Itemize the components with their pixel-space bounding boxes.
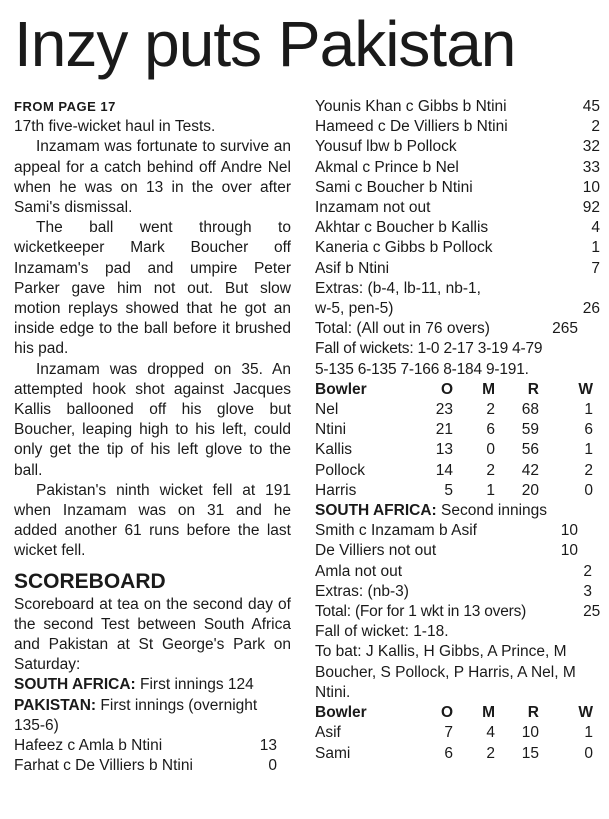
fall-of-wicket: Fall of wicket: 1-18. bbox=[315, 623, 449, 641]
bowler: Kallis bbox=[315, 441, 353, 459]
runs: 32 bbox=[582, 138, 600, 156]
team-label: SOUTH AFRICA: bbox=[14, 676, 136, 694]
wickets: 0 bbox=[584, 744, 593, 762]
bowler: Ntini bbox=[315, 421, 347, 439]
extras-value: 3 bbox=[583, 582, 592, 600]
runs-conceded: 20 bbox=[521, 481, 539, 499]
batting-row bbox=[315, 198, 600, 218]
batter: Kaneria c Gibbs b Pollock bbox=[315, 239, 493, 257]
extras-row bbox=[315, 582, 600, 602]
wickets: 6 bbox=[584, 421, 593, 439]
batter: Smith c Inzamam b Asif bbox=[315, 522, 477, 540]
runs-conceded: 15 bbox=[521, 744, 539, 762]
runs: 10 bbox=[560, 542, 578, 560]
fall-of-wickets: 5-135 6-135 7-166 8-184 9-191. bbox=[315, 360, 529, 378]
header-bowler: Bowler bbox=[315, 704, 367, 722]
right-column bbox=[315, 97, 600, 764]
batting-row bbox=[14, 736, 291, 756]
runs: 13 bbox=[259, 737, 277, 755]
batter: Akmal c Prince b Nel bbox=[315, 158, 459, 176]
batting-row bbox=[14, 756, 291, 776]
batter: De Villiers not out bbox=[315, 542, 437, 560]
overs: 14 bbox=[435, 461, 453, 479]
scoreboard-heading: SCOREBOARD bbox=[14, 569, 166, 593]
bowling-header bbox=[315, 380, 600, 400]
header-runs: R bbox=[527, 704, 539, 722]
maidens: 6 bbox=[486, 421, 495, 439]
batter: Hafeez c Amla b Ntini bbox=[14, 737, 163, 755]
wickets: 1 bbox=[584, 724, 593, 742]
maidens: 0 bbox=[486, 441, 495, 459]
headline: Inzy puts Pakistan bbox=[14, 8, 516, 80]
fall-of-wickets: Fall of wickets: 1-0 2-17 3-19 4-79 bbox=[315, 340, 543, 358]
runs-conceded: 68 bbox=[521, 401, 539, 419]
total-label: Total: (For for 1 wkt in 13 overs) bbox=[315, 603, 527, 621]
bowler: Pollock bbox=[315, 461, 365, 479]
header-runs: R bbox=[527, 380, 539, 398]
total-row bbox=[315, 602, 600, 622]
sa-first-innings bbox=[14, 675, 291, 695]
wickets: 1 bbox=[584, 441, 593, 459]
runs: 92 bbox=[582, 199, 600, 217]
maidens: 2 bbox=[486, 744, 495, 762]
article-paragraph: Pakistan's ninth wicket fell at 191 when Inzamam was on 31 and he added another 61 runs before the last wicket fell. bbox=[14, 481, 291, 560]
maidens: 4 bbox=[486, 724, 495, 742]
batter: Akhtar c Boucher b Kallis bbox=[315, 219, 489, 237]
wickets: 0 bbox=[584, 481, 593, 499]
bowler: Asif bbox=[315, 724, 341, 742]
runs-conceded: 42 bbox=[521, 461, 539, 479]
runs-conceded: 56 bbox=[521, 441, 539, 459]
extras-detail: w-5, pen-5) bbox=[315, 300, 394, 318]
batting-row bbox=[315, 218, 600, 238]
runs: 10 bbox=[582, 178, 600, 196]
overs: 7 bbox=[444, 724, 453, 742]
runs: 2 bbox=[583, 562, 592, 580]
runs: 33 bbox=[582, 158, 600, 176]
sa-second-innings bbox=[315, 501, 600, 521]
batter: Asif b Ntini bbox=[315, 259, 390, 277]
total-label: Total: (All out in 76 overs) bbox=[315, 320, 490, 338]
bowling-row bbox=[315, 440, 600, 460]
article-paragraph: 17th five-wicket haul in Tests. bbox=[14, 118, 216, 136]
header-wickets: W bbox=[578, 704, 593, 722]
bowling-row bbox=[315, 461, 600, 481]
batter: Sami c Boucher b Ntini bbox=[315, 178, 473, 196]
team-label: SOUTH AFRICA: bbox=[315, 502, 437, 520]
bowling-row bbox=[315, 481, 600, 501]
batting-row bbox=[315, 97, 600, 117]
scoreboard-intro: Scoreboard at tea on the second day of the second Test between South Africa and Pakistan at St George's Park on Saturday: bbox=[14, 595, 291, 674]
overs: 23 bbox=[435, 401, 453, 419]
bowling-row bbox=[315, 744, 600, 764]
team-label: PAKISTAN: bbox=[14, 696, 97, 714]
batter: Amla not out bbox=[315, 562, 403, 580]
overs: 13 bbox=[435, 441, 453, 459]
article-paragraph: Inzamam was fortunate to survive an appeal for a catch behind off Andre Nel when he was on 13 in the over after Sami's dismissal. bbox=[14, 138, 291, 217]
batter: Younis Khan c Gibbs b Ntini bbox=[315, 98, 507, 115]
wickets: 1 bbox=[584, 401, 593, 419]
runs-conceded: 59 bbox=[521, 421, 539, 439]
total-value: 25 bbox=[583, 603, 600, 621]
batter: Hameed c De Villiers b Ntini bbox=[315, 118, 508, 136]
bowler: Nel bbox=[315, 401, 339, 419]
extras-value: 26 bbox=[582, 300, 600, 318]
batting-row bbox=[315, 541, 600, 561]
runs: 10 bbox=[560, 522, 578, 540]
batting-row bbox=[315, 137, 600, 157]
overs: 6 bbox=[444, 744, 453, 762]
runs: 1 bbox=[591, 239, 600, 257]
maidens: 1 bbox=[486, 481, 495, 499]
total-value: 265 bbox=[552, 320, 578, 338]
bowling-row bbox=[315, 400, 600, 420]
innings-text: Second innings bbox=[441, 502, 548, 520]
runs: 45 bbox=[582, 98, 600, 115]
innings-text: First innings (overnight 135-6) bbox=[14, 696, 258, 734]
bowler: Harris bbox=[315, 481, 357, 499]
bowling-row bbox=[315, 420, 600, 440]
batting-row bbox=[315, 178, 600, 198]
total-row bbox=[315, 319, 600, 339]
maidens: 2 bbox=[486, 401, 495, 419]
header-overs: O bbox=[440, 380, 453, 398]
runs-conceded: 10 bbox=[521, 724, 539, 742]
bowler: Sami bbox=[315, 744, 351, 762]
batting-row bbox=[315, 158, 600, 178]
overs: 5 bbox=[444, 481, 453, 499]
header-bowler: Bowler bbox=[315, 380, 367, 398]
article-paragraph: The ball went through to wicketkeeper Mark Boucher off Inzamam's pad and umpire Peter Parker gave him not out. But slow motion replays showed that he got an inside edge to the ball before it brushed his pad. bbox=[14, 219, 291, 358]
maidens: 2 bbox=[486, 461, 495, 479]
batter: Farhat c De Villiers b Ntini bbox=[14, 757, 193, 775]
article-paragraph: Inzamam was dropped on 35. An attempted hook shot against Jacques Kallis ballooned off his glove but Boucher, leaping high to his left, could only get the tip of his left glove to the ball. bbox=[14, 360, 291, 479]
header-maidens: M bbox=[482, 704, 495, 722]
pak-first-innings bbox=[14, 696, 291, 736]
bowling-row bbox=[315, 723, 600, 743]
extras-row bbox=[315, 299, 600, 319]
runs: 2 bbox=[591, 118, 600, 136]
extras-line: Extras: (b-4, lb-11, nb-1, bbox=[315, 279, 481, 297]
innings-text: First innings 124 bbox=[140, 676, 254, 694]
runs: 4 bbox=[591, 219, 600, 237]
header-wickets: W bbox=[578, 380, 593, 398]
header-overs: O bbox=[440, 704, 453, 722]
header-maidens: M bbox=[482, 380, 495, 398]
overs: 21 bbox=[435, 421, 453, 439]
yet-to-bat: To bat: J Kallis, H Gibbs, A Prince, M Boucher, S Pollock, P Harris, A Nel, M Ntini. bbox=[315, 643, 576, 701]
wickets: 2 bbox=[584, 461, 593, 479]
batter: Yousuf lbw b Pollock bbox=[315, 138, 457, 156]
bowling-header bbox=[315, 703, 600, 723]
batting-row bbox=[315, 521, 600, 541]
continued-from-kicker: FROM PAGE 17 bbox=[14, 99, 116, 114]
batter: Inzamam not out bbox=[315, 199, 431, 217]
batting-row bbox=[315, 117, 600, 137]
runs: 7 bbox=[591, 259, 600, 277]
batting-row bbox=[315, 562, 600, 582]
left-column bbox=[14, 97, 291, 777]
batting-row bbox=[315, 238, 600, 258]
extras-label: Extras: (nb-3) bbox=[315, 582, 409, 600]
runs: 0 bbox=[268, 757, 277, 775]
batting-row bbox=[315, 259, 600, 279]
